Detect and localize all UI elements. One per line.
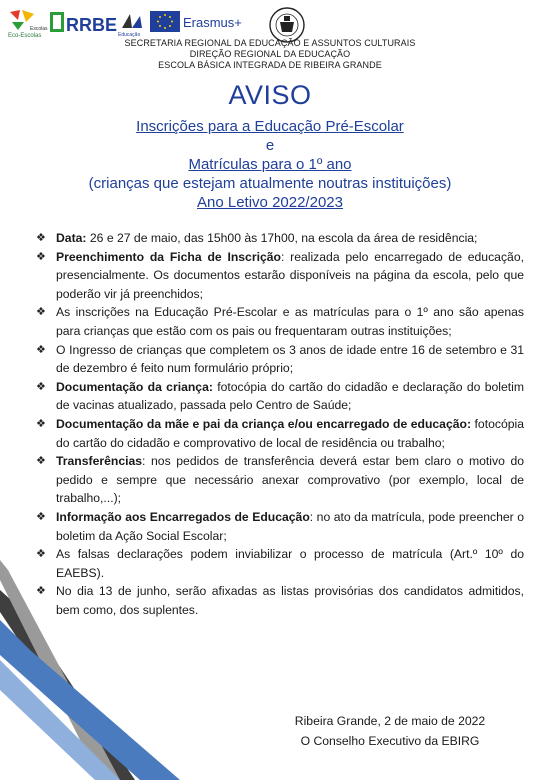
notice-subtitle-block [0, 117, 540, 212]
header-line-secretaria: SECRETARIA REGIONAL DA EDUCAÇÃO E ASSUNTOS CULTURAIS [124, 38, 416, 48]
list-item [36, 508, 524, 545]
item-text: : realizada pelo encarregado de educação, presencialmente. Os documentos estarão disponíveis na página da escola, pelo que poderão vir já preenchidos; [56, 249, 524, 301]
diamond-bullet-icon: ❖ [36, 585, 46, 598]
list-item [36, 415, 524, 452]
eco-escolas-logo [6, 8, 52, 40]
diamond-bullet-icon: ❖ [36, 380, 46, 393]
list-item [36, 378, 524, 415]
list-item [36, 341, 524, 378]
item-text: As falsas declarações podem inviabilizar o processo de matrícula (Art.º 10º do EAEBS). [56, 547, 524, 580]
diamond-bullet-icon: ❖ [36, 250, 46, 263]
list-item [36, 452, 524, 508]
item-label: Preenchimento da Ficha de Inscrição [56, 249, 281, 264]
subtitle-conjunction: e [265, 137, 275, 154]
list-item [36, 545, 524, 582]
item-text: 26 e 27 de maio, das 15h00 às 17h00, na escola da área de residência; [86, 231, 478, 245]
erasmus-logo-text: Erasmus+ [183, 15, 242, 30]
item-text: : nos pedidos de transferência deverá estar bem claro o motivo do pedido e sempre que necessário anexar comprovativo (por exemplo, local de trabalho,...); [56, 454, 524, 506]
header-line-direcao: DIREÇÃO REGIONAL DA EDUCAÇÃO [189, 49, 351, 59]
item-label: Informação aos Encarregados de Educação [56, 509, 310, 524]
diamond-bullet-icon: ❖ [36, 455, 46, 468]
signature-block [270, 711, 510, 751]
list-item [36, 229, 524, 248]
item-text: No dia 13 de junho, serão afixadas as listas provisórias dos candidatos admitidos, bem como, dos suplentes. [56, 584, 524, 617]
diamond-bullet-icon: ❖ [36, 232, 46, 244]
subtitle-school-year: Ano Letivo 2022/2023 [197, 194, 343, 211]
educacao-logo-text: Educação [118, 32, 141, 38]
list-item [36, 248, 524, 304]
diamond-bullet-icon: ❖ [36, 510, 46, 523]
rrbe-logo-text: RRBE [66, 15, 118, 35]
signature-signer: O Conselho Executivo da EBIRG [300, 734, 480, 748]
item-text: fotocópia do cartão do cidadão e declaração do boletim de vacinas atualizado, passada pelo Centro de Saúde; [56, 379, 524, 413]
signature-place-date: Ribeira Grande, 2 de maio de 2022 [294, 714, 486, 728]
item-label: Data: [56, 231, 87, 245]
item-text: O Ingresso de crianças que completem os 3 anos de idade entre 16 de setembro e 31 de dezembro é feito num formulário próprio; [56, 342, 524, 376]
item-label: Transferências [56, 454, 143, 469]
erasmus-logo [150, 10, 242, 34]
list-item [36, 303, 524, 340]
item-text: As inscrições na Educação Pré-Escolar e as matrículas para o 1º ano são apenas para crianças que estão com os pais ou frequentaram outras instituições; [56, 305, 524, 338]
diamond-bullet-icon: ❖ [36, 417, 46, 430]
escolas-logo-text: Escolas [30, 26, 48, 32]
educacao-logo [118, 8, 148, 38]
logo-bar [6, 6, 534, 40]
item-label: Documentação da criança: [56, 379, 213, 394]
diamond-bullet-icon: ❖ [36, 548, 46, 561]
notice-title: AVISO [228, 80, 312, 110]
item-label: Documentação da mãe e pai da criança e/ou encarregado de educação: [56, 416, 472, 431]
diamond-bullet-icon: ❖ [36, 306, 46, 319]
subtitle-note: (crianças que estejam atualmente noutras instituições) [88, 175, 452, 192]
item-text: fotocópia do cartão do cidadão e comprovativo de local de residência ou trabalho; [56, 416, 524, 450]
diamond-bullet-icon: ❖ [36, 343, 46, 356]
notice-items-list [36, 229, 524, 619]
subtitle-inscricoes: Inscrições para a Educação Pré-Escolar [136, 118, 404, 135]
institution-header [0, 38, 540, 71]
subtitle-matriculas: Matrículas para o 1º ano [188, 156, 352, 173]
eco-escolas-logo-text: Eco-Escolas [8, 33, 42, 39]
rrbe-logo [48, 6, 118, 40]
header-line-escola: ESCOLA BÁSICA INTEGRADA DE RIBEIRA GRANDE [158, 60, 382, 70]
list-item [36, 582, 524, 619]
item-text: : no ato da matrícula, pode preencher o boletim da Ação Social Escolar; [56, 509, 524, 543]
